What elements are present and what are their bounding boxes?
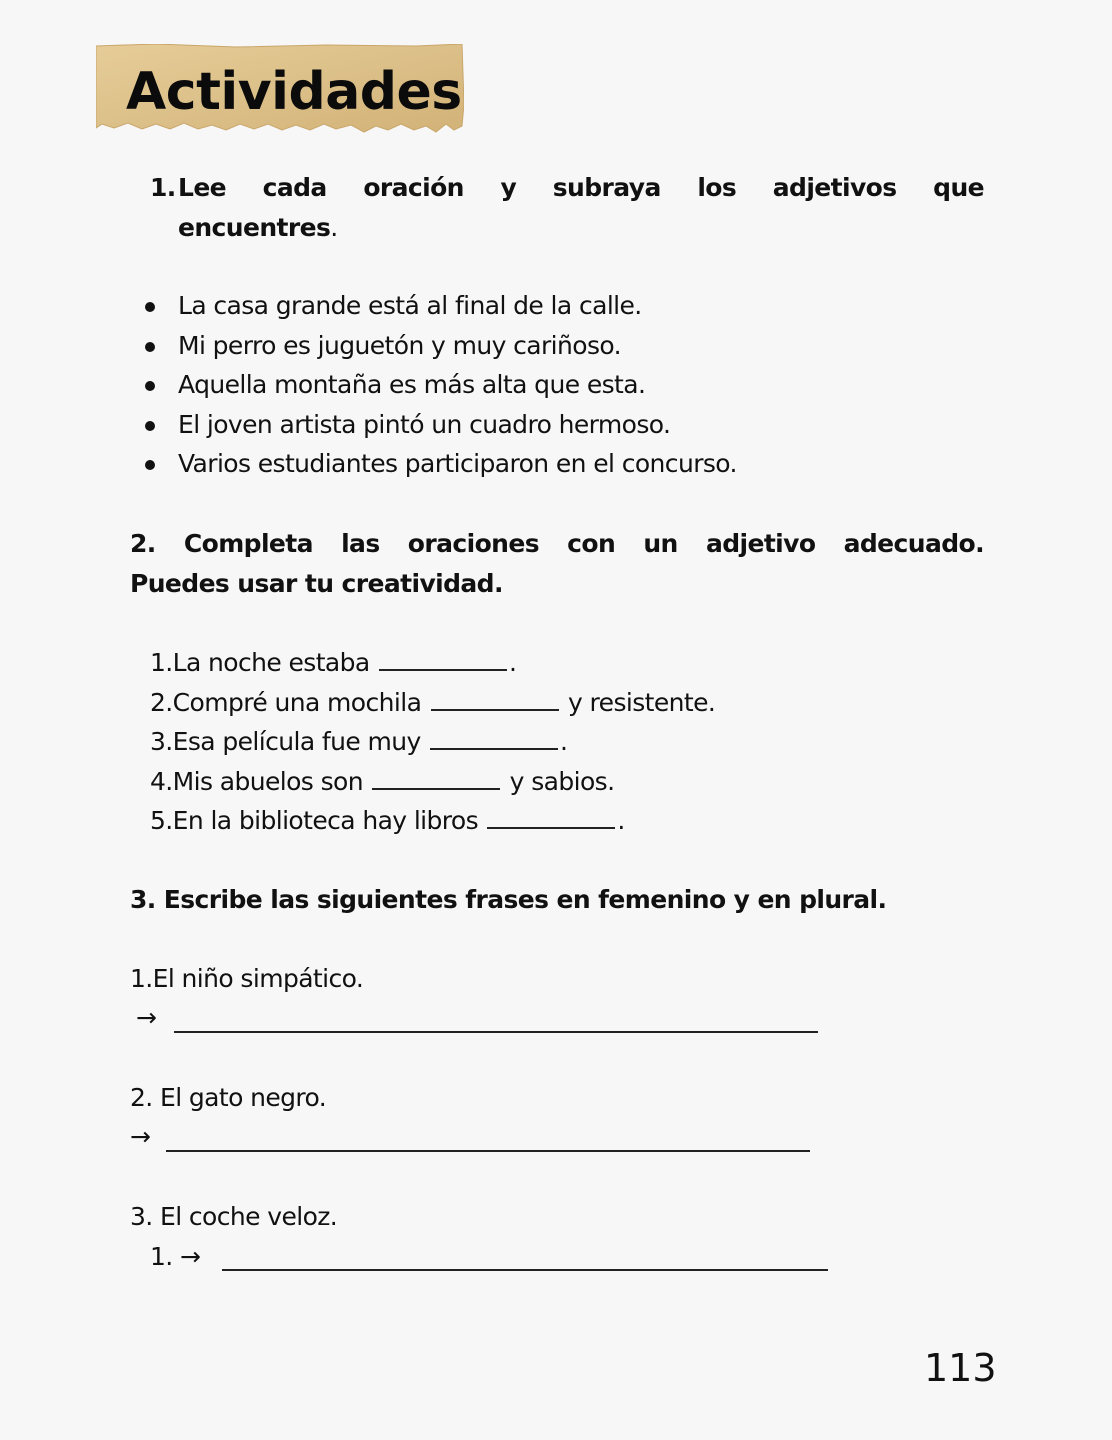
list-item: Varios estudiantes participaron en el concurso. bbox=[178, 449, 737, 478]
answer-blank[interactable] bbox=[430, 724, 558, 750]
list-item bbox=[150, 643, 516, 683]
list-item: Aquella montaña es más alta que esta. bbox=[178, 370, 646, 399]
list-item bbox=[150, 762, 614, 802]
activity1-instruction-period: . bbox=[330, 213, 338, 242]
page-title: Actividades bbox=[126, 62, 462, 122]
item-number: 4. bbox=[150, 767, 173, 796]
item-number: 2. bbox=[150, 688, 173, 717]
activity1-instruction-word: encuentres bbox=[178, 213, 331, 242]
item-text-before: En la biblioteca hay libros bbox=[172, 806, 479, 835]
activity3-phrase-3: 3. El coche veloz. bbox=[130, 1202, 338, 1231]
answer-line[interactable] bbox=[222, 1269, 828, 1271]
activity2-instruction-line2: Puedes usar tu creatividad. bbox=[130, 569, 503, 598]
title-banner bbox=[96, 44, 464, 136]
list-item bbox=[150, 801, 625, 841]
answer-blank[interactable] bbox=[379, 645, 507, 671]
activity3-phrase-1: 1.El niño simpático. bbox=[130, 964, 364, 993]
answer-line[interactable] bbox=[166, 1150, 810, 1152]
bullet-icon bbox=[145, 342, 155, 352]
activity1-instruction-line2 bbox=[178, 208, 338, 248]
item-text-before: La noche estaba bbox=[172, 648, 370, 677]
activity3-phrase-2: 2. El gato negro. bbox=[130, 1083, 327, 1112]
answer-blank[interactable] bbox=[431, 685, 559, 711]
item-number: 5. bbox=[150, 806, 173, 835]
bullet-icon bbox=[145, 381, 155, 391]
list-item: Mi perro es juguetón y muy cariñoso. bbox=[178, 331, 621, 360]
bullet-icon bbox=[145, 302, 155, 312]
item-text-after: y sabios. bbox=[509, 767, 615, 796]
list-item bbox=[150, 722, 567, 762]
list-item: La casa grande está al final de la calle. bbox=[178, 291, 642, 320]
bullet-icon bbox=[145, 421, 155, 431]
arrow-icon: → bbox=[136, 1003, 157, 1032]
list-item bbox=[150, 683, 715, 723]
activity1-instruction-line1: Lee cada oración y subraya los adjetivos que bbox=[178, 173, 984, 202]
item-text-after: y resistente. bbox=[568, 688, 716, 717]
item-text-after: . bbox=[560, 727, 568, 756]
answer-line[interactable] bbox=[174, 1031, 818, 1033]
item-text-before: Compré una mochila bbox=[172, 688, 422, 717]
item-text-after: . bbox=[509, 648, 517, 677]
arrow-icon: 1. → bbox=[150, 1242, 201, 1271]
arrow-icon: → bbox=[130, 1122, 151, 1151]
bullet-icon bbox=[145, 460, 155, 470]
item-number: 3. bbox=[150, 727, 173, 756]
answer-blank[interactable] bbox=[372, 764, 500, 790]
item-text-before: Mis abuelos son bbox=[172, 767, 363, 796]
activity2-instruction-line1: 2. Completa las oraciones con un adjetivo adecuado. bbox=[130, 529, 984, 558]
activity3-instruction: 3. Escribe las siguientes frases en femenino y en plural. bbox=[130, 885, 887, 914]
page-number: 113 bbox=[924, 1346, 997, 1390]
item-text-before: Esa película fue muy bbox=[172, 727, 421, 756]
item-text-after: . bbox=[617, 806, 625, 835]
activity1-number: 1. bbox=[150, 173, 176, 202]
list-item: El joven artista pintó un cuadro hermoso. bbox=[178, 410, 671, 439]
item-number: 1. bbox=[150, 648, 173, 677]
answer-blank[interactable] bbox=[487, 803, 615, 829]
